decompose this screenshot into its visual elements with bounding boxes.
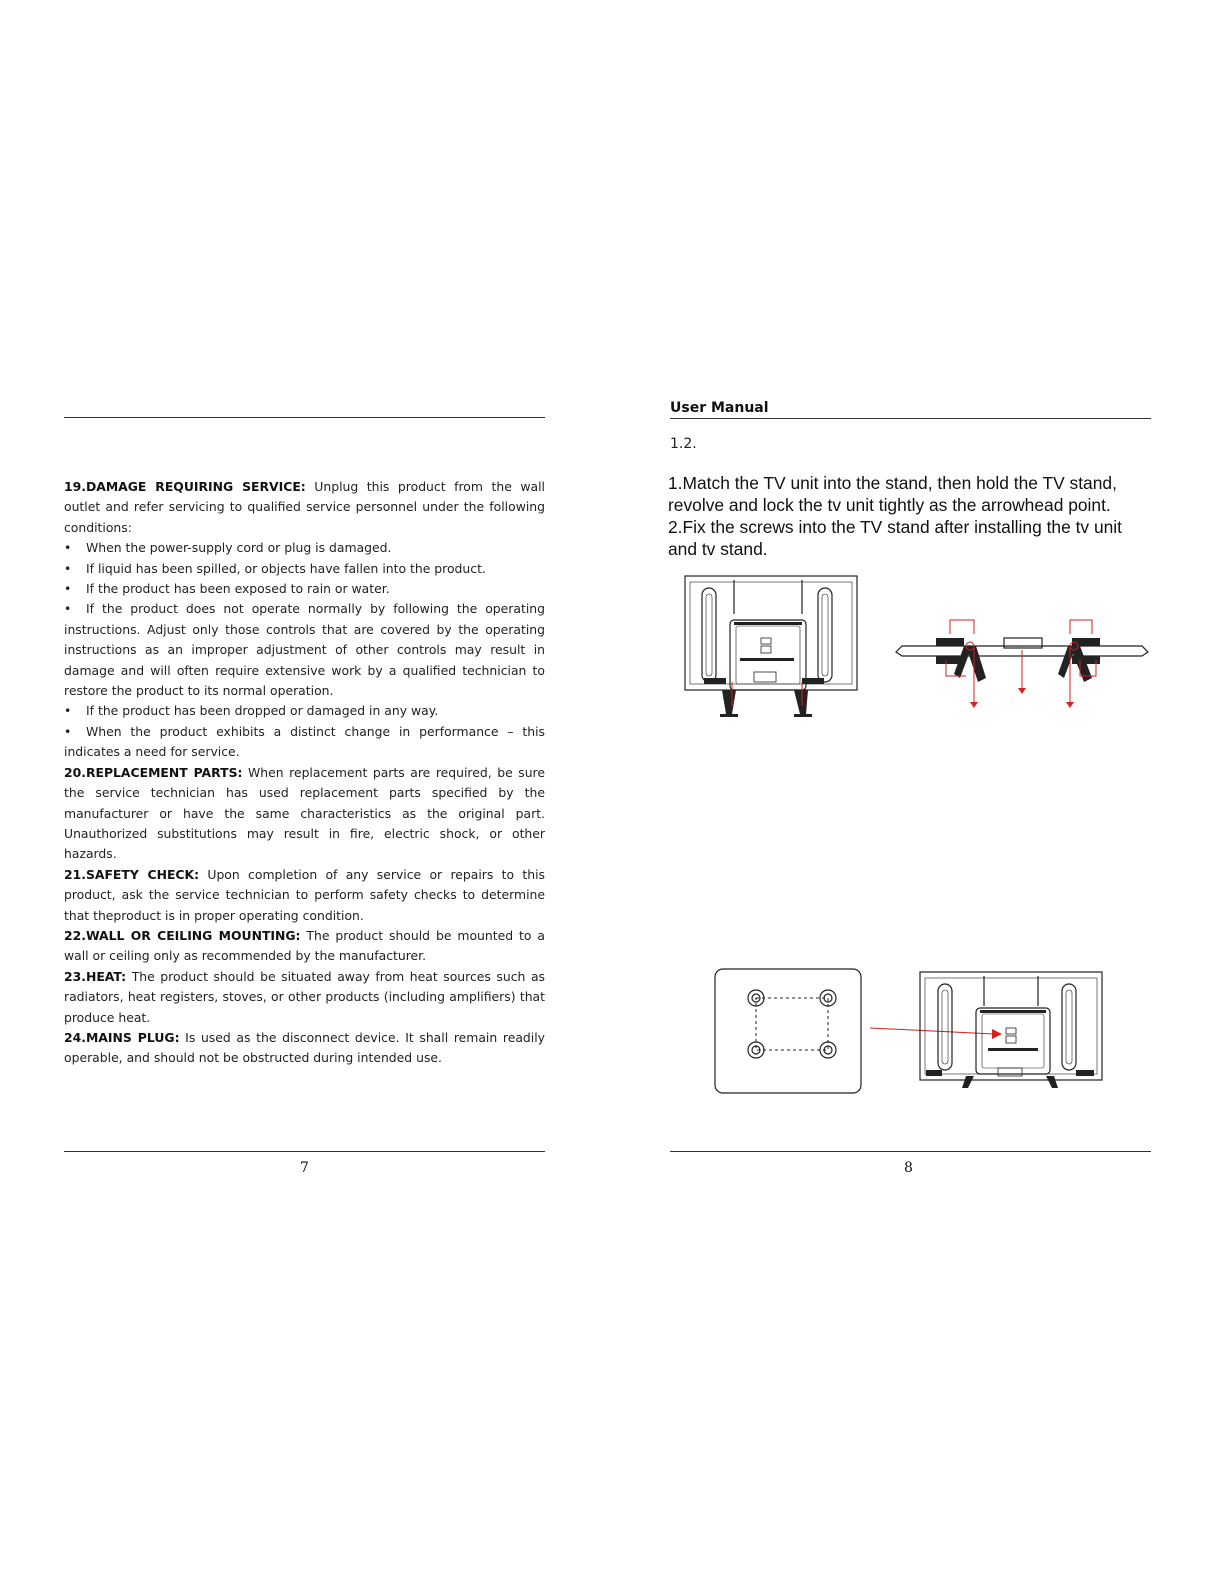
bullet-marker: • bbox=[64, 581, 72, 597]
bullet-marker: • bbox=[64, 560, 72, 576]
safety-item-label: 23.HEAT: bbox=[64, 968, 127, 984]
left-page-body bbox=[64, 477, 545, 1069]
condition-bullet bbox=[64, 538, 545, 558]
safety-item-text: The product should be mounted to a wall or ceiling only as recommended by the manufacturer. bbox=[64, 927, 545, 964]
bullet-marker: • bbox=[64, 723, 72, 739]
safety-item-label: 24.MAINS PLUG: bbox=[64, 1029, 180, 1045]
condition-text: If liquid has been spilled, or objects have fallen into the product. bbox=[86, 560, 486, 576]
safety-item-text: Upon completion of any service or repairs to this product, ask the service technician to perform safety checks to determine that theproduct is in proper operating condition. bbox=[64, 866, 545, 923]
condition-text: If the product has been exposed to rain or water. bbox=[86, 581, 390, 597]
header-title: User Manual bbox=[670, 400, 769, 416]
safety-item-label: 20.REPLACEMENT PARTS: bbox=[64, 764, 243, 780]
right-bottom-rule bbox=[670, 1151, 1151, 1152]
tv-back-wall-mount-illustration bbox=[918, 970, 1104, 1092]
section-number: 1.2. bbox=[670, 436, 697, 452]
condition-text: When the product exhibits a distinct change in performance – this indicates a need for service. bbox=[64, 723, 545, 760]
left-page-number: 7 bbox=[300, 1160, 309, 1176]
safety-item-label: 21.SAFETY CHECK: bbox=[64, 866, 200, 882]
condition-bullet bbox=[64, 559, 545, 579]
left-top-rule bbox=[64, 417, 545, 418]
condition-bullet bbox=[64, 701, 545, 721]
safety-item bbox=[64, 477, 545, 538]
condition-text: If the product has been dropped or damaged in any way. bbox=[86, 703, 439, 719]
instruction-step-1: 1.Match the TV unit into the stand, then hold the TV stand, revolve and lock the tv unit tightly as the arrowhead point. bbox=[668, 473, 1117, 515]
tv-top-view-stand-illustration bbox=[894, 616, 1150, 708]
safety-item bbox=[64, 967, 545, 1028]
safety-item bbox=[64, 926, 545, 967]
right-top-rule bbox=[670, 418, 1151, 419]
instruction-step-2: 2.Fix the screws into the TV stand after installing the tv unit and tv stand. bbox=[668, 517, 1122, 559]
safety-item-text: The product should be situated away from heat sources such as radiators, heat registers, stoves, or other products (including amplifiers) that produce heat. bbox=[64, 968, 545, 1025]
safety-item bbox=[64, 865, 545, 926]
condition-bullet bbox=[64, 579, 545, 599]
safety-item-label: 22.WALL OR CEILING MOUNTING: bbox=[64, 927, 301, 943]
safety-item bbox=[64, 763, 545, 865]
safety-item-label: 19.DAMAGE REQUIRING SERVICE: bbox=[64, 479, 306, 494]
bullet-marker: • bbox=[64, 601, 72, 617]
safety-item bbox=[64, 1028, 545, 1069]
safety-item-text: Unplug this product from the wall outlet and refer servicing to qualified service personnel under the following conditions: bbox=[64, 479, 545, 535]
instructions bbox=[668, 472, 1152, 560]
bullet-marker: • bbox=[64, 703, 72, 719]
condition-bullet bbox=[64, 722, 545, 763]
bullet-marker: • bbox=[64, 540, 72, 556]
condition-bullet bbox=[64, 599, 545, 701]
condition-text: If the product does not operate normally by following the operating instructions. Adjust only those controls that are covered by the operating instructions as an improper adjustment of other controls may result in damage and will often require extensive work by a qualified technician to restore the product to its normal operation. bbox=[64, 601, 545, 699]
safety-item-text: When replacement parts are required, be sure the service technician has used replacement parts specified by the manufacturer or have the same characteristics as the original part. Unauthorized substitutions may result in fire, electric shock, or other hazards. bbox=[64, 764, 546, 862]
condition-text: When the power-supply cord or plug is damaged. bbox=[86, 540, 392, 556]
tv-back-stand-illustration bbox=[684, 574, 860, 726]
safety-item-text: Is used as the disconnect device. It shall remain readily operable, and should not be obstructed during intended use. bbox=[64, 1029, 545, 1066]
wall-mount-holes-illustration bbox=[714, 968, 862, 1094]
right-page-number: 8 bbox=[904, 1160, 913, 1176]
left-bottom-rule bbox=[64, 1151, 545, 1152]
